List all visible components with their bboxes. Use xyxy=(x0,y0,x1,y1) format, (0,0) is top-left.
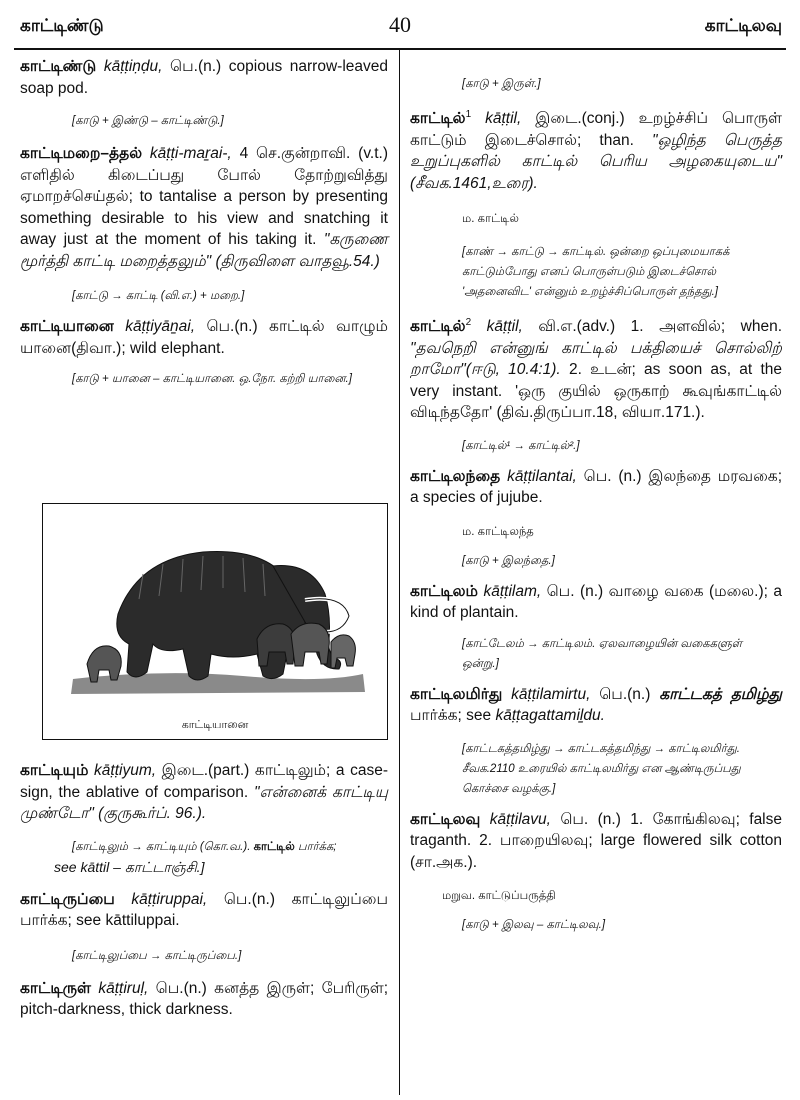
header-right-word: காட்டிலவு xyxy=(704,16,782,35)
entry-kattil-1 xyxy=(410,104,782,194)
headword: காட்டில் xyxy=(410,110,466,128)
definition: பெ. (n.) வாழை வகை (மலை.); a kind of plantain. xyxy=(410,582,782,622)
entry-kattiyum xyxy=(20,760,388,825)
synonym-note: மறுவ. காட்டுப்பருத்தி xyxy=(442,890,556,903)
transliteration: kāṭṭilavu, xyxy=(489,810,551,828)
etymology: [காட்டு → காட்டி (வி.எ.) + மறை.] xyxy=(72,290,245,302)
headword: காட்டிருள் xyxy=(20,979,92,997)
header-rule xyxy=(14,48,786,50)
transliteration: kāṭṭiruppai, xyxy=(131,890,208,908)
etymology: [காண் → காட்டு → காட்டில். ஒன்றை ஒப்புமையாகக் காட்டும்போது எனப் பொருள்படும் இடைச்சொல் 'அதனைவிட' என்னும் உறழ்ச்சிப்பொருள் தந்தது.] xyxy=(462,246,730,299)
quotation: "தவநெறி என்னுங் காட்டில் பக்தியைச் சொல்லிற் றாமோ" xyxy=(410,339,782,379)
transliteration: kāṭṭiyāṉai, xyxy=(125,318,196,335)
headword: காட்டில் xyxy=(410,318,466,336)
page-number: 40 xyxy=(389,12,411,37)
entry-kattimarai xyxy=(20,143,388,272)
header-left-word: காட்டிண்டு xyxy=(20,16,104,35)
headword: காட்டிருப்பை xyxy=(20,890,115,908)
etymology-see: see kāttil – காட்டாஞ்சி.] xyxy=(54,858,205,875)
column-divider xyxy=(399,50,400,1095)
left-column-lower xyxy=(20,760,388,1021)
citation: (குருகூர்ப். 96.). xyxy=(93,805,207,822)
entry-kattiruppai xyxy=(20,889,388,932)
definition: பெ.(n.) copious narrow-leaved soap pod. xyxy=(20,58,388,97)
entry-kattirul xyxy=(20,978,388,1021)
quotation: "ஒழிந்த பெருத்த உறுப்புகளில் காட்டில் பெரிய அழகையுடைய" xyxy=(410,131,783,171)
transliteration: kāṭṭiruḷ, xyxy=(98,979,149,997)
etymology: [காட்டில்¹ → காட்டில்².] xyxy=(462,439,580,452)
cross-reference: காட்டகத் தமிழ்து xyxy=(659,685,782,703)
cognate-note: ம. காட்டில் xyxy=(462,213,519,226)
entry-kattilantai xyxy=(410,466,782,509)
etymology: [காடு + இலவு – காட்டிலவு.] xyxy=(462,919,606,932)
etymology: [காடு + இலந்தை.] xyxy=(462,554,555,567)
mammoth-illustration xyxy=(43,504,387,739)
definition: வி.எ.(adv.) 1. அளவில்; when. xyxy=(522,318,782,336)
etymology: [காட்டகத்தமிழ்து → காட்டகத்தமிந்து → காட்டிலமிர்து. சீவக.2110 உரையில் காட்டிலமிர்து என ஆண்டிருப்பது கொச்சை வழக்கு.] xyxy=(462,742,741,795)
definition: 4 செ.குன்றாவி. (v.t.) எளிதில் கிடைப்பது போல் தோற்றுவித்து ஏமாறச்செய்தல்; to tantalise a person by presenting something desirable to his view and snatching it away just at the moment of his taking it. xyxy=(20,145,389,248)
quotation: "என்னைக் காட்டியு முண்டோ" xyxy=(20,783,388,822)
headword: காட்டிலம் xyxy=(410,582,479,600)
etymology-part: [காட்டிலும் → காட்டியும் (கொ.வ.). xyxy=(72,840,254,853)
transliteration: kāṭṭi-maṟai-, xyxy=(149,145,232,162)
page-header xyxy=(0,8,800,42)
etymology: [காடு + இண்டு – காட்டிண்டு.] xyxy=(72,115,224,127)
headword: காட்டிலவு xyxy=(410,810,481,828)
homonym-number: 1 xyxy=(465,109,472,120)
elephant-figure xyxy=(42,503,388,740)
citation: (திருவிளை வாதவூ.54.) xyxy=(215,252,380,270)
entry-kattil-2 xyxy=(410,312,782,424)
definition: பார்க்க; see xyxy=(410,707,496,725)
definition: இடை.(part.) காட்டிலும்; a case-sign, the ablative of comparison. xyxy=(20,762,388,801)
etymology: [காடு + யானை – காட்டியானை. ஒ.நோ. கற்றி யானை.] xyxy=(72,373,352,385)
definition: பெ.(n.) கனத்த இருள்; பேரிருள்; pitch-darkness, thick darkness. xyxy=(20,979,388,1018)
etymology-ref: காட்டில் xyxy=(253,840,295,853)
definition-2: 2. உடன்; as soon as, at the very instant. 'ஒரு குயில் ஒருகாற் கூவுங்காட்டில் விடிந்ததோ' (திவ்.திருப்பா.18, வியா.171.). xyxy=(410,361,782,422)
headword: காட்டிண்டு xyxy=(20,58,97,75)
definition: பெ.(n.) xyxy=(590,685,660,703)
homonym-number: 2 xyxy=(465,317,472,329)
transliteration: kāṭṭil, xyxy=(486,318,523,336)
entry-kattilavu xyxy=(410,809,782,874)
entry-kattiyanai xyxy=(20,316,388,359)
definition: பெ. (n.) 1. கோங்கிலவு; false traganth. 2. பாறையிலவு; large flowered silk cotton (சா.அக.). xyxy=(410,810,782,871)
etymology xyxy=(20,837,388,857)
etymology-part: பார்க்க; xyxy=(294,840,337,853)
transliteration: kāṭṭil, xyxy=(485,110,522,128)
right-column xyxy=(410,56,782,935)
definition: பெ. (n.) இலந்தை மரவகை; a species of jujube. xyxy=(410,467,783,507)
etymology: [காட்டேலம் → காட்டிலம். ஏலவாழையின் வகைகளுள் ஒன்று.] xyxy=(462,637,743,670)
etymology: [காடு + இருள்.] xyxy=(462,78,541,90)
transliteration: kāṭṭilamirtu, xyxy=(511,685,591,703)
citation: (சீவக.1461,உரை). xyxy=(410,174,538,192)
definition: பெ.(n.) காட்டில் வாழும் யானை(திவா.); wild elephant. xyxy=(20,318,388,357)
headword: காட்டியும் xyxy=(20,762,89,779)
transliteration: kāṭṭilam, xyxy=(483,582,542,600)
headword: காட்டிலமிர்து xyxy=(410,685,503,703)
entry-kattindu xyxy=(20,56,388,99)
entry-kattilam xyxy=(410,581,782,624)
left-column xyxy=(20,56,388,389)
headword: காட்டிலந்தை xyxy=(410,467,501,485)
citation: (ஈடு, 10.4:1). xyxy=(465,361,561,379)
headword: காட்டியானை xyxy=(20,318,114,335)
transliteration: kāṭṭiyum, xyxy=(94,762,157,779)
headword: காட்டிமறை–த்தல் xyxy=(20,145,143,162)
cross-reference-transliteration: kāṭṭagattamiḻdu. xyxy=(495,707,605,725)
etymology: [காட்டிலுப்பை → காட்டிருப்பை.] xyxy=(72,949,242,962)
definition: இடை.(conj.) உறழ்ச்சிப் பொருள் காட்டும் இடைச்சொல்; than. xyxy=(410,110,782,149)
transliteration: kāṭṭiṇḍu, xyxy=(103,58,163,75)
definition: பெ.(n.) காட்டிலுப்பை பார்க்க; see kāttiluppai. xyxy=(20,890,388,929)
figure-caption: காட்டியானை xyxy=(181,719,249,731)
quotation: "கருணை மூர்த்தி காட்டி மறைத்தலும்" xyxy=(20,231,388,270)
entry-kattilamirtu xyxy=(410,684,782,727)
cognate-note: ம. காட்டிலந்த xyxy=(462,525,534,538)
transliteration: kāṭṭilantai, xyxy=(507,467,577,485)
